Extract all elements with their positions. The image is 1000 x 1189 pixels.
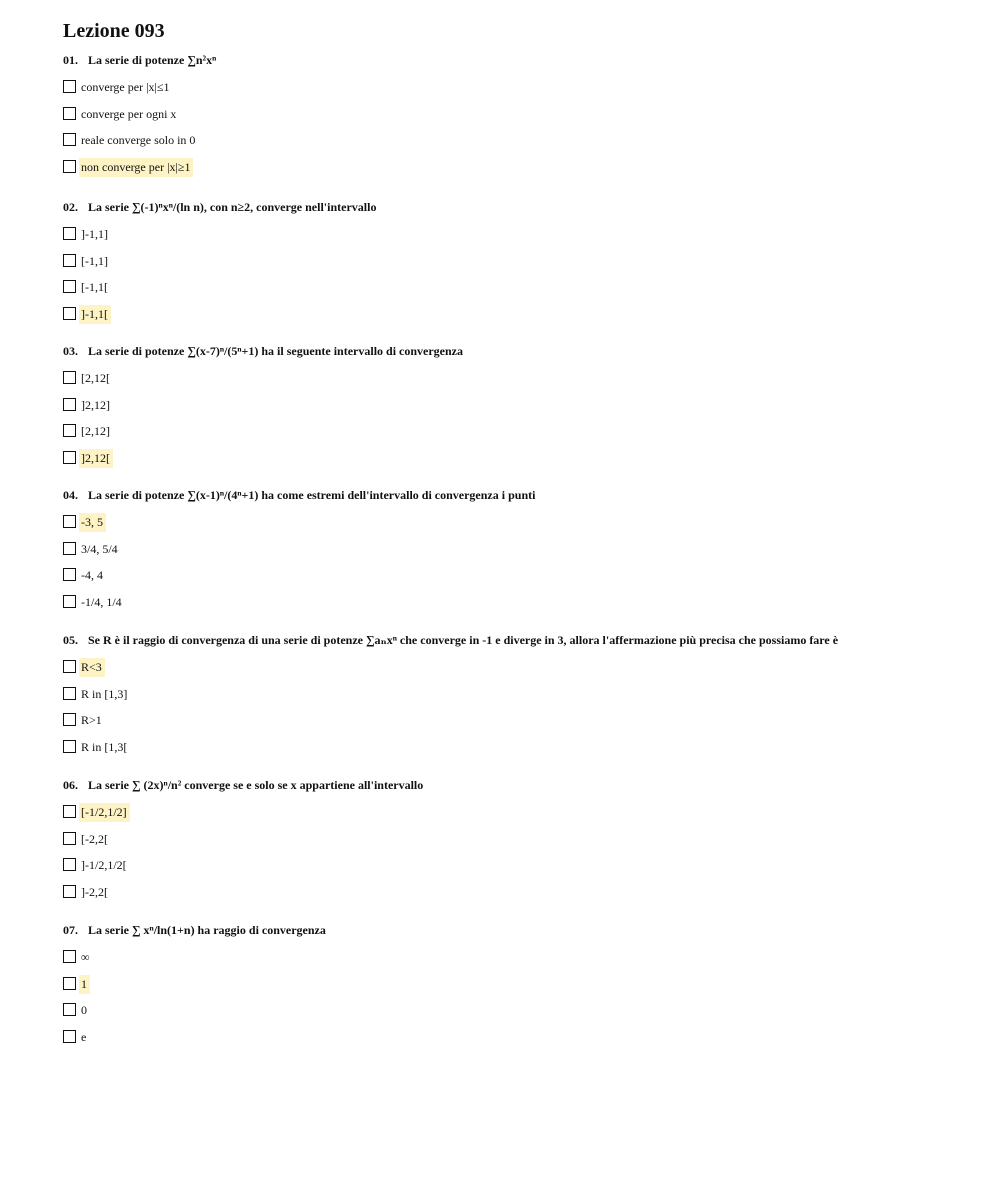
checkbox[interactable] bbox=[63, 858, 76, 871]
answer-label: ]2,12] bbox=[81, 397, 110, 412]
answer-option[interactable] bbox=[63, 422, 463, 449]
answer-label: 3/4, 5/4 bbox=[81, 541, 118, 556]
answer-option[interactable] bbox=[63, 658, 838, 685]
question-text: La serie di potenze ∑(x-1)ⁿ/(4ⁿ+1) ha come estremi dell'intervallo di convergenza i punti bbox=[88, 488, 536, 502]
checkbox[interactable] bbox=[63, 451, 76, 464]
checkbox[interactable] bbox=[63, 832, 76, 845]
answer-label-highlighted: R<3 bbox=[79, 658, 105, 677]
checkbox[interactable] bbox=[63, 133, 76, 146]
answer-option[interactable] bbox=[63, 593, 535, 620]
question-03 bbox=[63, 343, 463, 475]
answer-options bbox=[63, 513, 535, 619]
question-07 bbox=[63, 922, 326, 1054]
answer-label: converge per ogni x bbox=[81, 106, 177, 121]
question-title bbox=[63, 632, 838, 648]
question-text: La serie ∑(-1)ⁿxⁿ/(ln n), con n≥2, converge nell'intervallo bbox=[88, 200, 377, 214]
answer-option[interactable] bbox=[63, 738, 838, 765]
checkbox[interactable] bbox=[63, 740, 76, 753]
answer-option[interactable] bbox=[63, 685, 838, 712]
checkbox[interactable] bbox=[63, 160, 76, 173]
answer-option[interactable] bbox=[63, 513, 535, 540]
question-title bbox=[63, 199, 376, 215]
answer-option[interactable] bbox=[63, 883, 423, 910]
checkbox[interactable] bbox=[63, 1030, 76, 1043]
answer-label: [2,12[ bbox=[81, 371, 110, 385]
answer-label: R in [1,3[ bbox=[81, 739, 128, 754]
question-05 bbox=[63, 632, 838, 764]
answer-option[interactable] bbox=[63, 948, 326, 975]
question-number: 02. bbox=[63, 200, 78, 214]
checkbox[interactable] bbox=[63, 805, 76, 818]
answer-label: 0 bbox=[81, 1003, 87, 1017]
answer-label: ]-1/2,1/2[ bbox=[81, 858, 127, 872]
question-number: 01. bbox=[63, 53, 78, 67]
answer-option[interactable] bbox=[63, 1028, 326, 1055]
question-01 bbox=[63, 52, 216, 184]
answer-option[interactable] bbox=[63, 278, 376, 305]
checkbox[interactable] bbox=[63, 398, 76, 411]
checkbox[interactable] bbox=[63, 227, 76, 240]
answer-options bbox=[63, 948, 326, 1054]
question-number: 06. bbox=[63, 778, 78, 792]
checkbox[interactable] bbox=[63, 713, 76, 726]
answer-label: [-1,1] bbox=[81, 253, 108, 268]
checkbox[interactable] bbox=[63, 1003, 76, 1016]
checkbox[interactable] bbox=[63, 977, 76, 990]
answer-options bbox=[63, 369, 463, 475]
answer-label: ∞ bbox=[81, 950, 90, 964]
checkbox[interactable] bbox=[63, 371, 76, 384]
lesson-title: Lezione 093 bbox=[63, 20, 165, 42]
answer-label: converge per |x|≤1 bbox=[81, 80, 170, 94]
answer-label-highlighted: ]-1,1[ bbox=[79, 305, 111, 324]
checkbox[interactable] bbox=[63, 107, 76, 120]
answer-option[interactable] bbox=[63, 105, 216, 132]
answer-option[interactable] bbox=[63, 131, 216, 158]
question-title bbox=[63, 487, 535, 503]
question-04 bbox=[63, 487, 535, 619]
answer-label: ]-1,1] bbox=[81, 227, 108, 241]
question-number: 05. bbox=[63, 633, 78, 647]
question-number: 07. bbox=[63, 923, 78, 937]
checkbox[interactable] bbox=[63, 660, 76, 673]
answer-label-highlighted: -3, 5 bbox=[79, 513, 106, 532]
question-text: Se R è il raggio di convergenza di una serie di potenze ∑aₙxⁿ che converge in -1 e diverge in 3, allora l'affermazione più precisa che possiamo fare è bbox=[88, 633, 839, 647]
answer-option[interactable] bbox=[63, 78, 216, 105]
checkbox[interactable] bbox=[63, 424, 76, 437]
question-title bbox=[63, 343, 463, 359]
checkbox[interactable] bbox=[63, 950, 76, 963]
answer-option[interactable] bbox=[63, 856, 423, 883]
document-page bbox=[63, 19, 980, 1044]
checkbox[interactable] bbox=[63, 885, 76, 898]
answer-option[interactable] bbox=[63, 711, 838, 738]
checkbox[interactable] bbox=[63, 280, 76, 293]
answer-label: reale converge solo in 0 bbox=[81, 133, 196, 147]
answer-label: [2,12] bbox=[81, 424, 110, 438]
answer-label: [-2,2[ bbox=[81, 831, 108, 846]
checkbox[interactable] bbox=[63, 595, 76, 608]
answer-label-highlighted: non converge per |x|≥1 bbox=[79, 158, 193, 177]
answer-option[interactable] bbox=[63, 225, 376, 252]
answer-label: [-1,1[ bbox=[81, 280, 108, 294]
answer-options bbox=[63, 225, 376, 331]
answer-options bbox=[63, 803, 423, 909]
answer-options bbox=[63, 658, 838, 764]
answer-option[interactable] bbox=[63, 975, 326, 1002]
question-text: La serie ∑ xⁿ/ln(1+n) ha raggio di convergenza bbox=[88, 923, 326, 937]
answer-option[interactable] bbox=[63, 396, 463, 423]
question-text: La serie ∑ (2x)ⁿ/n² converge se e solo se x appartiene all'intervallo bbox=[88, 778, 424, 792]
question-title bbox=[63, 52, 216, 68]
answer-option[interactable] bbox=[63, 158, 216, 185]
answer-label: R in [1,3] bbox=[81, 686, 128, 701]
answer-option[interactable] bbox=[63, 1001, 326, 1028]
question-text: La serie di potenze ∑(x-7)ⁿ/(5ⁿ+1) ha il seguente intervallo di convergenza bbox=[88, 344, 464, 358]
answer-label: ]-2,2[ bbox=[81, 884, 108, 899]
question-02 bbox=[63, 199, 376, 331]
question-number: 03. bbox=[63, 344, 78, 358]
answer-option[interactable] bbox=[63, 369, 463, 396]
checkbox[interactable] bbox=[63, 542, 76, 555]
answer-option[interactable] bbox=[63, 252, 376, 279]
answer-option[interactable] bbox=[63, 566, 535, 593]
question-title bbox=[63, 777, 423, 793]
answer-option[interactable] bbox=[63, 803, 423, 830]
question-title bbox=[63, 922, 326, 938]
question-06 bbox=[63, 777, 423, 909]
answer-label-highlighted: 1 bbox=[79, 975, 90, 994]
answer-label: -4, 4 bbox=[81, 568, 103, 582]
checkbox[interactable] bbox=[63, 515, 76, 528]
answer-option[interactable] bbox=[63, 305, 376, 332]
question-text: La serie di potenze ∑n²xⁿ bbox=[88, 53, 217, 67]
answer-options bbox=[63, 78, 216, 184]
answer-label: e bbox=[81, 1029, 87, 1044]
answer-label: R>1 bbox=[81, 713, 102, 727]
checkbox[interactable] bbox=[63, 687, 76, 700]
checkbox[interactable] bbox=[63, 568, 76, 581]
checkbox[interactable] bbox=[63, 307, 76, 320]
answer-label-highlighted: [-1/2,1/2] bbox=[79, 803, 130, 822]
checkbox[interactable] bbox=[63, 254, 76, 267]
answer-option[interactable] bbox=[63, 449, 463, 476]
answer-label-highlighted: ]2,12[ bbox=[79, 449, 113, 468]
answer-label: -1/4, 1/4 bbox=[81, 594, 122, 609]
answer-option[interactable] bbox=[63, 540, 535, 567]
checkbox[interactable] bbox=[63, 80, 76, 93]
question-number: 04. bbox=[63, 488, 78, 502]
answer-option[interactable] bbox=[63, 830, 423, 857]
